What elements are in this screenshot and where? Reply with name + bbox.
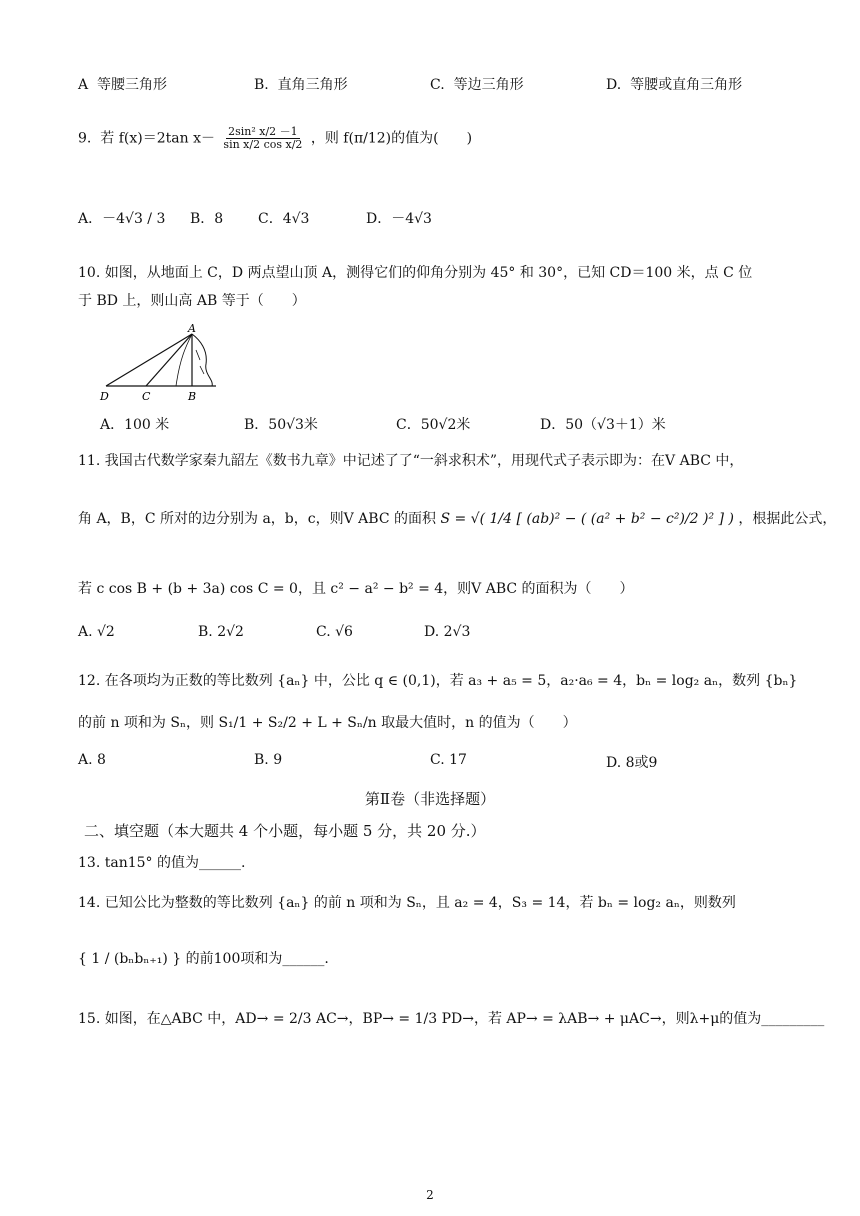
figure-label-a: A bbox=[188, 322, 196, 335]
q9-stem: 9. 若 f(x)＝2tan x－ $\frac{\text{2sin² x/2 －1}}{\text{sin x/2 cos x/2}}$ ，则 f(π/12)的值为( ) bbox=[78, 125, 473, 152]
q9-fraction: $\frac{\text{2sin² x/2 －1}}{\text{sin x/2 cos x/2}}$ bbox=[223, 125, 303, 152]
figure-label-b: B bbox=[188, 390, 197, 403]
q9-option-a: A．－4√3 / 3 bbox=[78, 211, 166, 227]
q10-stem-line1: 10. 如图，从地面上 C，D 两点望山顶 A，测得它们的仰角分别为 45° 和 30°，已知 CD＝100 米，点 C 位 bbox=[78, 265, 753, 281]
q8-option-c: C. 等边三角形 bbox=[430, 77, 524, 93]
q9-option-d: D．－4√3 bbox=[366, 211, 432, 227]
q12-option-b: B. 9 bbox=[254, 752, 283, 768]
q11-option-c: C. √6 bbox=[316, 624, 353, 640]
q11-stem-line2: 角 A，B，C 所对的边分别为 a，b，c，则V ABC 的面积 S = √( 1/4 [ (ab)² − ( (a² + b² − c²)/2 )² ] ) ，根据此公式， bbox=[78, 511, 837, 527]
q11-option-d: D. 2√3 bbox=[424, 624, 471, 640]
figure-label-d: D bbox=[100, 390, 109, 403]
q10-option-d: D．50（√3＋1）米 bbox=[540, 417, 666, 433]
q10-option-b: B．50√3米 bbox=[244, 417, 318, 433]
q14-stem-line1: 14. 已知公比为整数的等比数列 {aₙ} 的前 n 项和为 Sₙ，且 a₂ = 4，S₃ = 14，若 bₙ = log₂ aₙ，则数列 bbox=[78, 895, 736, 911]
q9-option-c: C．4√3 bbox=[258, 211, 310, 227]
q11-stem-line1: 11. 我国古代数学家秦九韶左《数书九章》中记述了了“一斜求积术”，用现代式子表示即为：在V ABC 中， bbox=[78, 453, 744, 469]
q12-option-c: C. 17 bbox=[430, 752, 467, 768]
figure-label-c: C bbox=[142, 390, 151, 403]
q12-stem-line1: 12. 在各项均为正数的等比数列 {aₙ} 中，公比 q ∈ (0,1)，若 a₃ + a₅ = 5，a₂·a₆ = 4，bₙ = log₂ aₙ，数列 {bₙ} bbox=[78, 673, 798, 689]
q12-option-a: A. 8 bbox=[78, 752, 106, 768]
q11-option-b: B. 2√2 bbox=[198, 624, 244, 640]
q15-stem: 15. 如图，在△ABC 中，AD→ = 2/3 AC→，BP→ = 1/3 PD→，若 AP→ = λAB→ + μAC→，则λ+μ的值为_________ bbox=[78, 1011, 825, 1027]
q10-stem-line2: 于 BD 上，则山高 AB 等于（ ） bbox=[78, 293, 306, 309]
page-number: 2 bbox=[426, 1188, 434, 1202]
q11-option-a: A. √2 bbox=[78, 624, 115, 640]
section2-title: 第Ⅱ卷（非选择题） bbox=[364, 790, 496, 808]
q9-option-b: B．8 bbox=[190, 211, 224, 227]
q12-option-d: D. 8或9 bbox=[606, 755, 658, 771]
q10-option-c: C．50√2米 bbox=[396, 417, 471, 433]
q8-option-a: A 等腰三角形 bbox=[78, 77, 168, 93]
q13-stem: 13. tan15° 的值为______. bbox=[78, 855, 246, 871]
q11-stem-line3: 若 c cos B + (b + 3a) cos C = 0，且 c² − a² − b² = 4，则V ABC 的面积为（ ） bbox=[78, 581, 634, 597]
q14-stem-line2: { 1 / (bₙbₙ₊₁) } 的前100项和为______. bbox=[78, 951, 329, 967]
q10-option-a: A．100 米 bbox=[100, 417, 170, 433]
q8-option-d: D. 等腰或直角三角形 bbox=[606, 77, 743, 93]
q10-mountain-figure bbox=[96, 320, 226, 404]
section2-header: 二、填空题（本大题共 4 个小题，每小题 5 分，共 20 分.） bbox=[84, 822, 486, 840]
q11-formula: S = √( 1/4 [ (ab)² − ( (a² + b² − c²)/2 )² ] ) bbox=[440, 511, 734, 527]
q8-option-b: B. 直角三角形 bbox=[254, 77, 348, 93]
q12-stem-line2: 的前 n 项和为 Sₙ，则 S₁/1 + S₂/2 + L + Sₙ/n 取最大值时，n 的值为（ ） bbox=[78, 715, 577, 731]
